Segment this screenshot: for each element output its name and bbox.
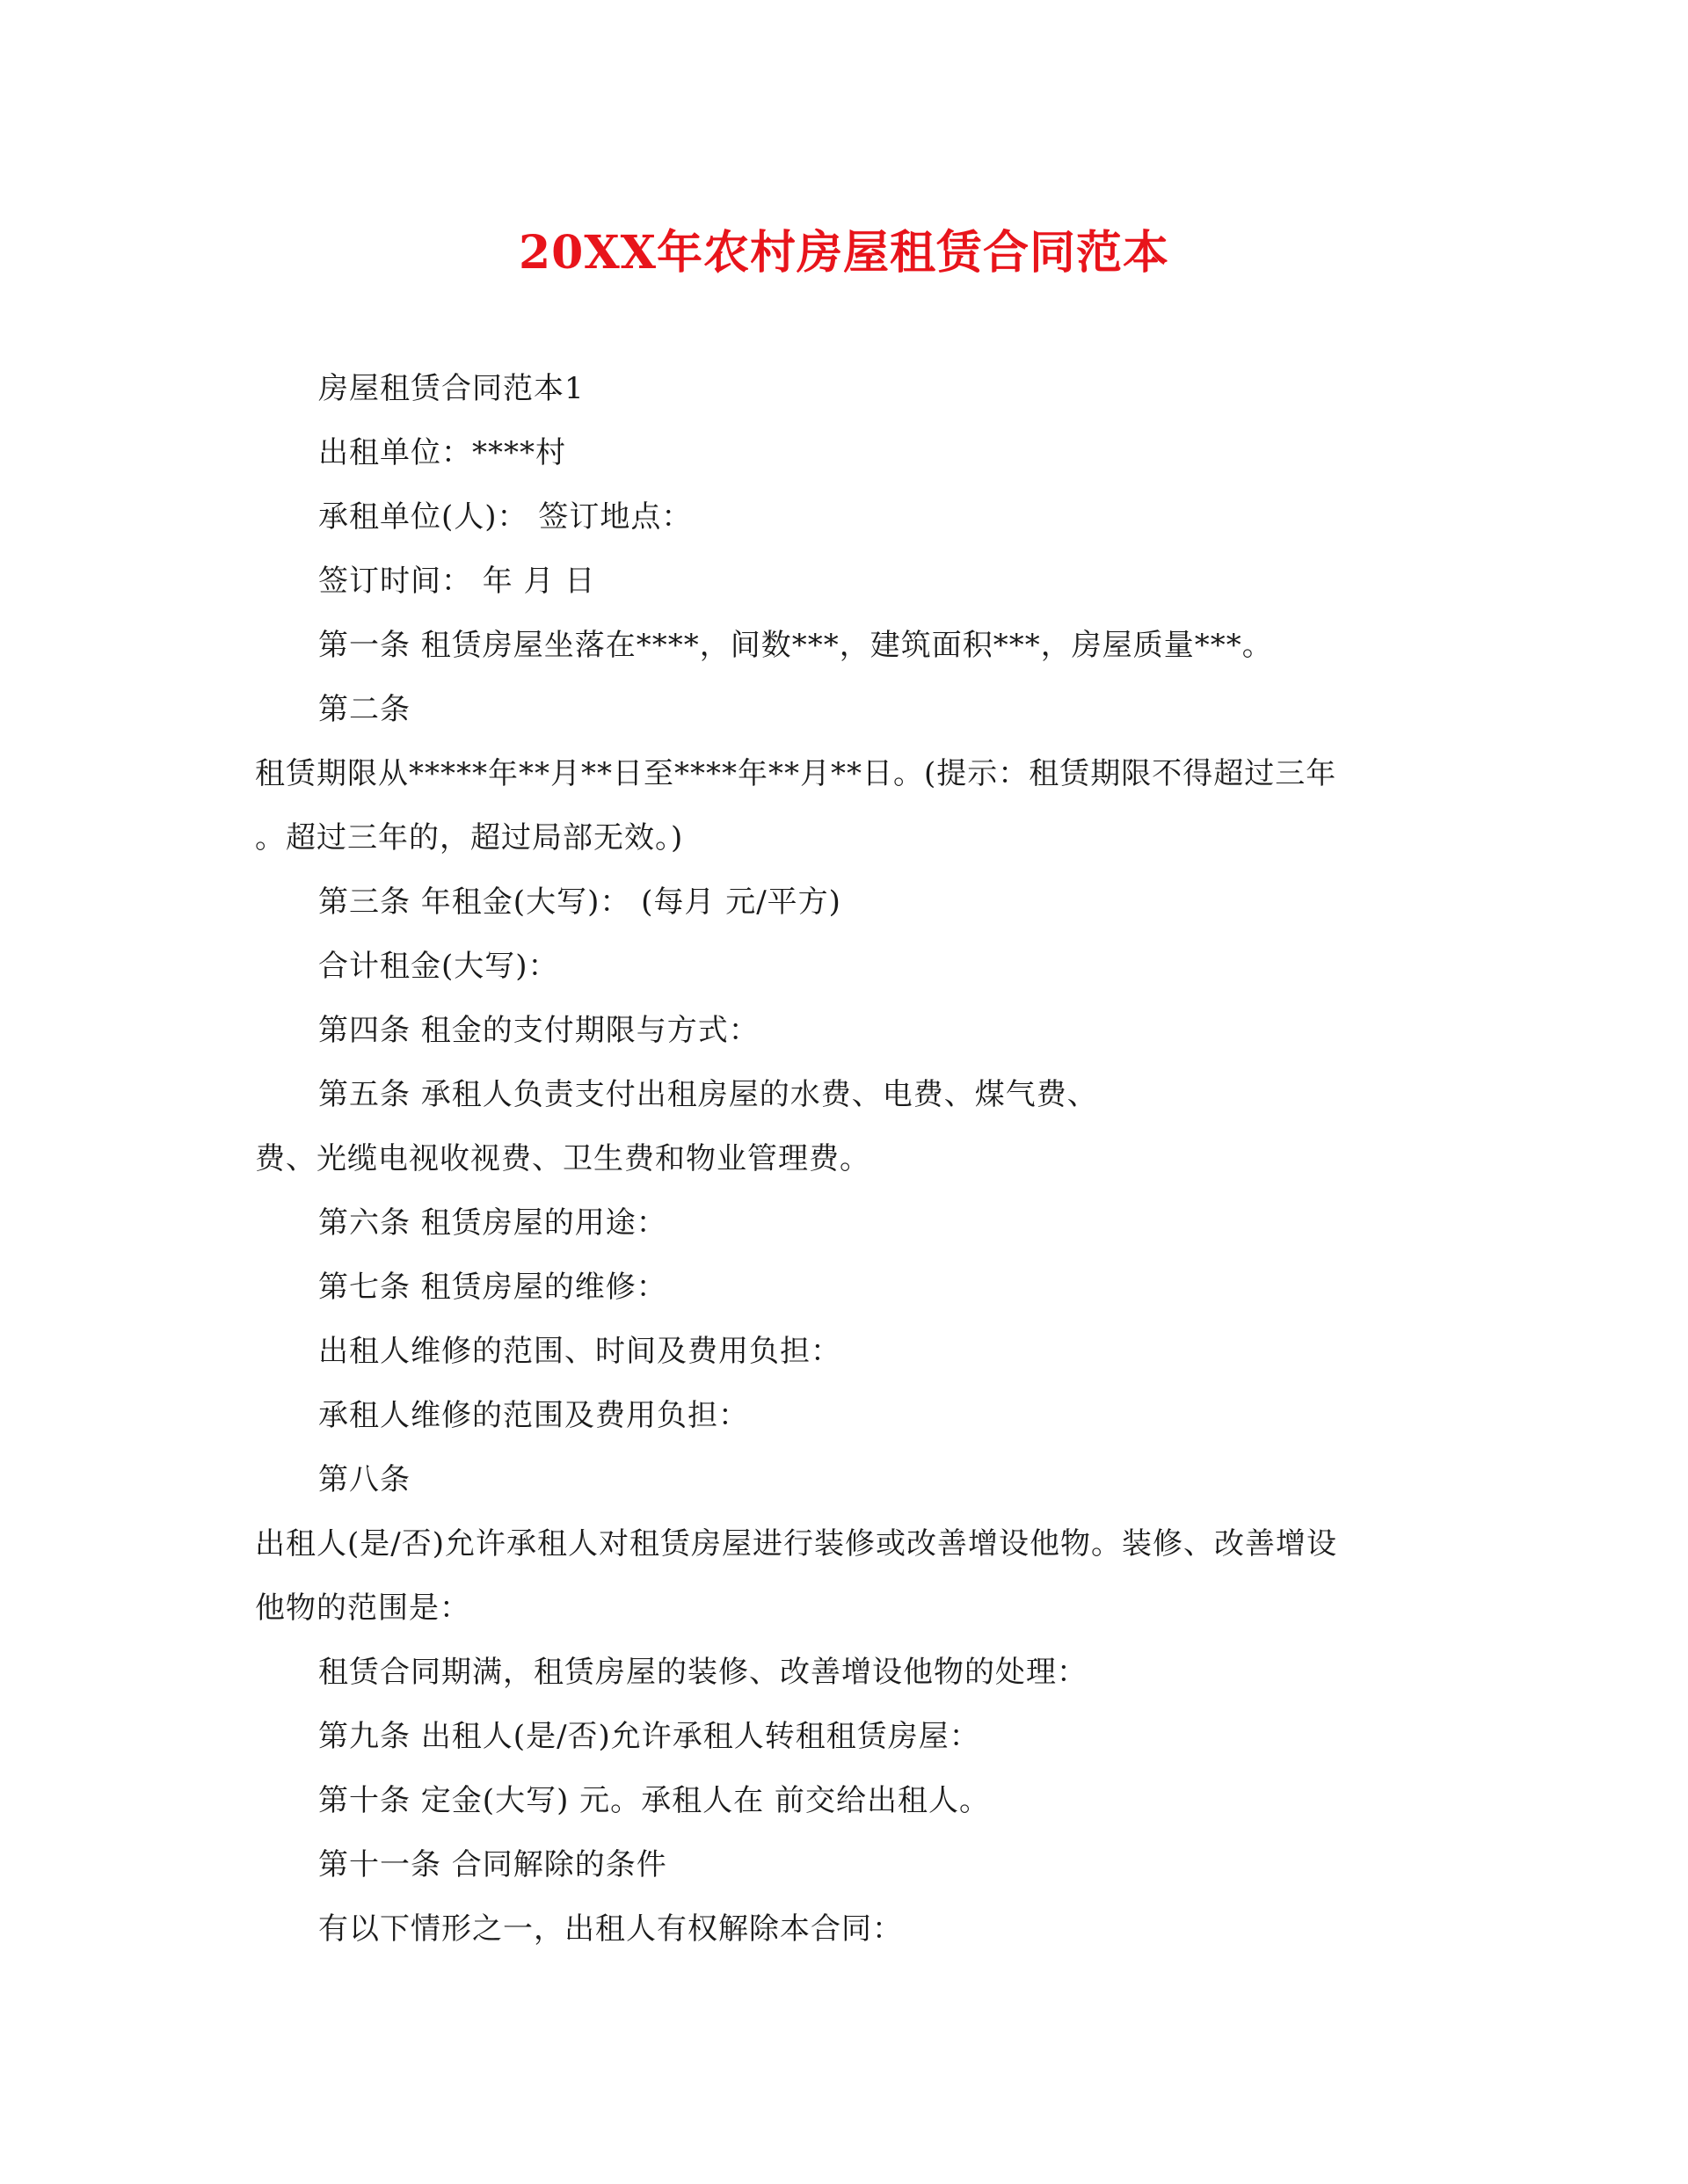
lessor-repair-line: 出租人维修的范围、时间及费用负担： [318,1334,841,1369]
article-2-heading: 第二条 [318,692,411,727]
lessee-repair-line: 承租人维修的范围及费用负担： [318,1398,749,1433]
termination-conditions-line: 有以下情形之一，出租人有权解除本合同： [318,1911,903,1947]
article-8-text-cont: 他物的范围是： [255,1591,470,1626]
article-5-cont: 费、光缆电视收视费、卫生费和物业管理费。 [255,1141,870,1176]
article-9: 第九条 出租人(是/否)允许承租人转租租赁房屋： [318,1719,980,1754]
article-8-text: 出租人(是/否)允许承租人对租赁房屋进行装修或改善增设他物。装修、改善增设 [255,1526,1337,1562]
signing-date-line: 签订时间： 年 月 日 [318,564,596,599]
lessee-line: 承租单位(人)： 签订地点： [318,499,693,535]
article-6: 第六条 租赁房屋的用途： [318,1205,667,1241]
article-7: 第七条 租赁房屋的维修： [318,1270,667,1305]
contract-heading: 房屋租赁合同范本1 [318,371,585,406]
article-2-text: 租赁期限从*****年**月**日至****年**月**日。(提示：租赁期限不得超过三年 [255,756,1337,791]
article-1: 第一条 租赁房屋坐落在****，间数***，建筑面积***，房屋质量***。 [318,628,1273,663]
article-3: 第三条 年租金(大写)： (每月 元/平方) [318,885,841,920]
article-5: 第五条 承租人负责支付出租房屋的水费、电费、煤气费、 [318,1077,1098,1112]
article-11: 第十一条 合同解除的条件 [318,1847,667,1882]
total-rent-line: 合计租金(大写)： [318,949,559,984]
article-10: 第十条 定金(大写) 元。承租人在 前交给出租人。 [318,1783,990,1818]
lease-expiry-line: 租赁合同期满，租赁房屋的装修、改善增设他物的处理： [318,1655,1088,1690]
lessor-line: 出租单位：****村 [318,435,566,470]
document-title: 20XX年农村房屋租赁合同范本 [518,226,1170,280]
article-2-text-cont: 。超过三年的，超过局部无效。) [255,820,684,855]
article-8-heading: 第八条 [318,1462,411,1497]
article-4: 第四条 租金的支付期限与方式： [318,1013,760,1048]
